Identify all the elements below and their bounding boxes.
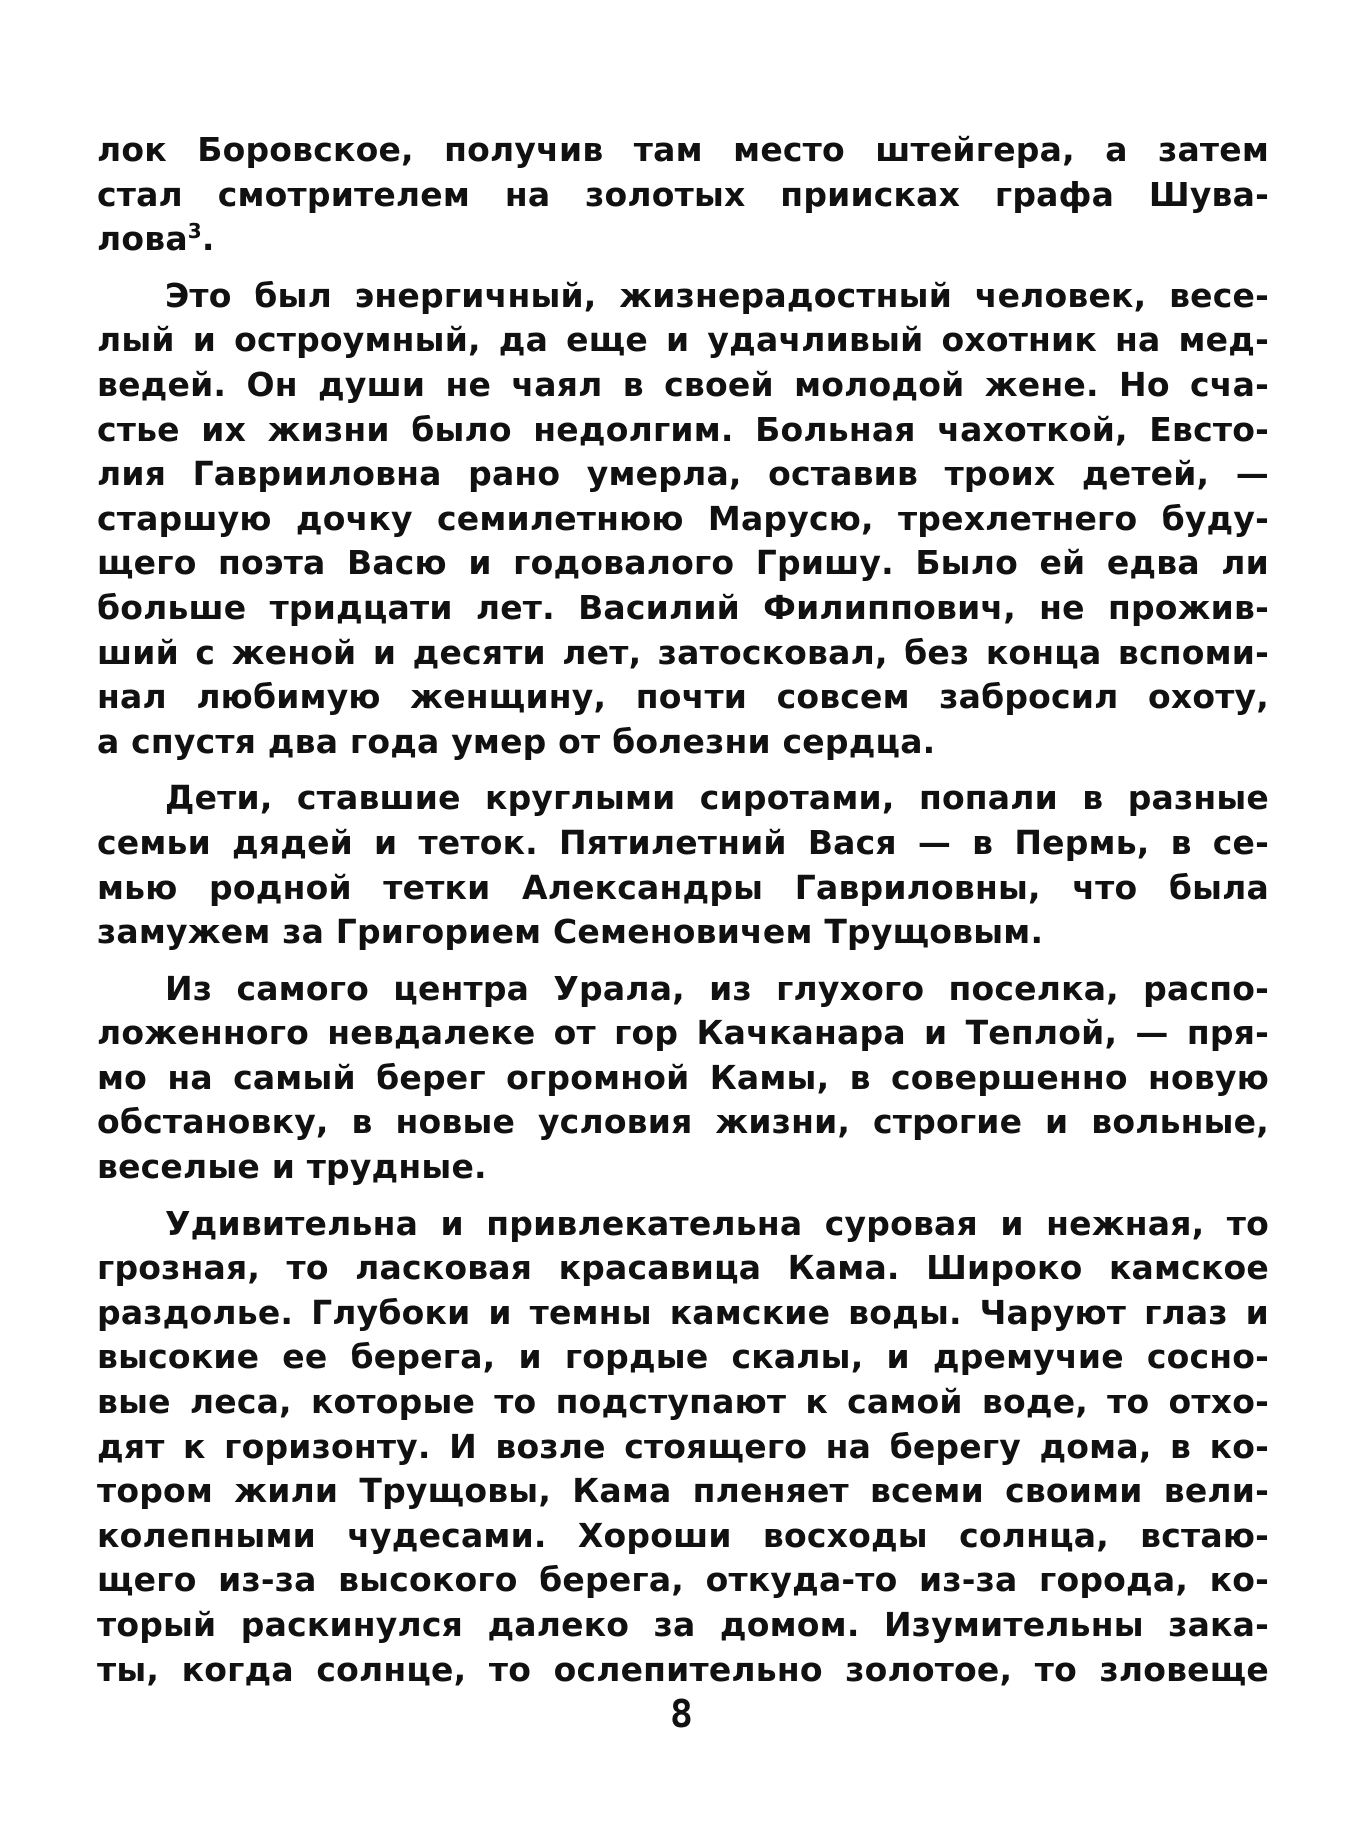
text-line: больше тридцати лет. Василий Филиппович, не прожив- — [97, 587, 1269, 627]
paragraph-1 — [97, 128, 1269, 262]
text-line-start: лова — [97, 219, 188, 259]
body-text — [97, 128, 1269, 1692]
text-line: стье их жизни было недолгим. Больная чахоткой, Евсто- — [97, 409, 1269, 449]
text-line: старшую дочку семилетнюю Марусю, трехлетнего буду- — [97, 498, 1269, 538]
paragraph-5 — [97, 1202, 1269, 1693]
text-line: веселые и трудные. — [97, 1147, 487, 1187]
text-line: дят к горизонту. И возле стоящего на берегу дома, в ко- — [97, 1426, 1269, 1466]
text-line: мью родной тетки Александры Гавриловны, что была — [97, 867, 1269, 907]
text-line: Это был энергичный, жизнерадостный человек, весе- — [165, 275, 1269, 315]
text-line: обстановку, в новые условия жизни, строгие и вольные, — [97, 1102, 1269, 1142]
text-line: торый раскинулся далеко за домом. Изумительны зака- — [97, 1605, 1269, 1644]
text-line: высокие ее берега, и гордые скалы, и дремучие сосно- — [97, 1337, 1269, 1377]
text-line-tail: . — [201, 219, 215, 259]
text-line: Дети, ставшие круглыми сиротами, попали в разные — [165, 778, 1269, 818]
paragraph-2 — [97, 274, 1269, 765]
footnote-ref: 3 — [187, 219, 202, 244]
text-line — [97, 217, 1269, 262]
text-line: лый и остроумный, да еще и удачливый охотник на мед- — [97, 320, 1269, 360]
text-line: щего из-за высокого берега, откуда-то из-за города, ко- — [97, 1560, 1269, 1600]
text-line: раздолье. Глубоки и темны камские воды. Чаруют глаз и — [97, 1292, 1269, 1332]
text-line: колепными чудесами. Хороши восходы солнца, встаю- — [97, 1515, 1269, 1555]
text-line: ведей. Он души не чаял в своей молодой жене. Но сча- — [97, 364, 1269, 404]
text-line: стал смотрителем на золотых приисках графа Шува- — [97, 174, 1269, 214]
text-line: нал любимую женщину, почти совсем забросил охоту, — [97, 677, 1269, 717]
paragraph-3 — [97, 776, 1269, 954]
text-line: а спустя два года умер от болезни сердца. — [97, 721, 936, 761]
text-line: вые леса, которые то подступают к самой воде, то отхо- — [97, 1382, 1269, 1422]
text-line: тором жили Трущовы, Кама пленяет всеми своими вели- — [97, 1471, 1269, 1511]
text-line: мо на самый берег огромной Камы, в совершенно новую — [97, 1057, 1269, 1097]
text-line: замужем за Григорием Семеновичем Трущовым. — [97, 912, 1044, 952]
text-line: семьи дядей и теток. Пятилетний Вася — в Пермь, в се- — [97, 822, 1269, 862]
text-line: Удивительна и привлекательна суровая и нежная, то — [165, 1203, 1269, 1243]
text-line: лок Боровское, получив там место штейгера, а затем — [97, 130, 1269, 169]
text-line: ты, когда солнце, то ослепительно золотое, то зловеще — [97, 1649, 1269, 1689]
text-line: грозная, то ласковая красавица Кама. Широко камское — [97, 1248, 1269, 1288]
text-line: щего поэта Васю и годовалого Гришу. Было ей едва ли — [97, 543, 1269, 583]
paragraph-4 — [97, 967, 1269, 1190]
text-line: лия Гаврииловна рано умерла, оставив троих детей, — — [97, 454, 1269, 494]
text-line: Из самого центра Урала, из глухого поселка, распо- — [165, 968, 1269, 1008]
page-number: 8 — [670, 1692, 693, 1736]
text-line: ложенного невдалеке от гор Качканара и Теплой, — пря- — [97, 1013, 1269, 1053]
text-line: ший с женой и десяти лет, затосковал, без конца вспоми- — [97, 632, 1269, 672]
